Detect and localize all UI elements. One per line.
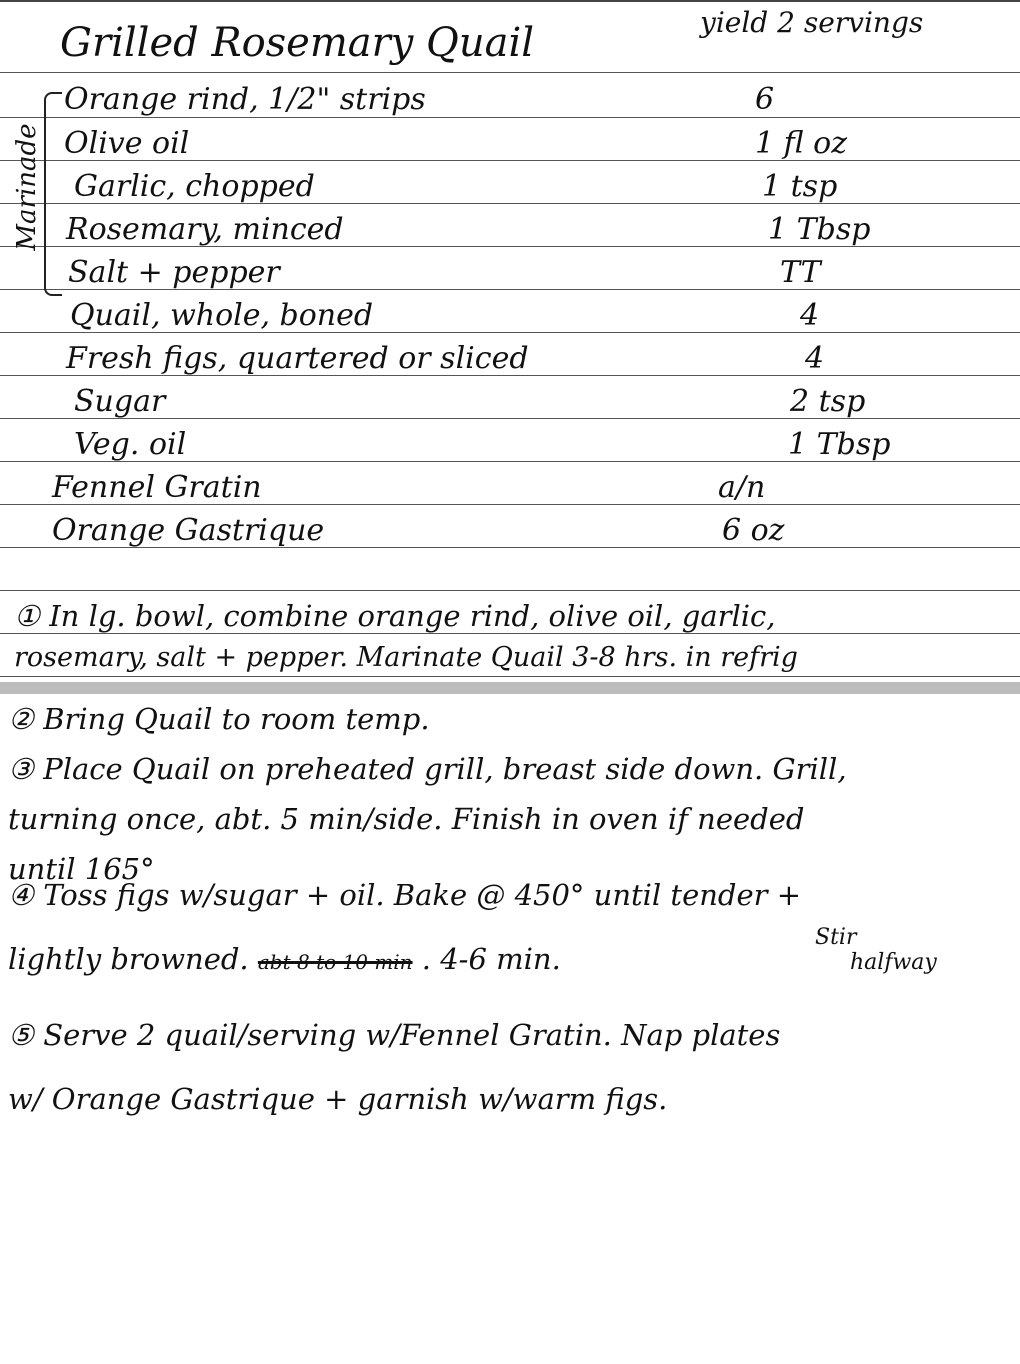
step-2: ② Bring Quail to room temp. bbox=[8, 702, 430, 736]
ruled-line bbox=[0, 633, 1020, 634]
step-5-line-2: w/ Orange Gastrique + garnish w/warm figs. bbox=[8, 1082, 668, 1116]
ingredient-name: Quail, whole, boned bbox=[70, 298, 374, 333]
recipe-yield: yield 2 servings bbox=[700, 6, 924, 39]
step-3-line-3: until 165° bbox=[8, 852, 155, 886]
step-4-text-a: lightly browned. bbox=[8, 942, 249, 976]
ingredient-qty: 1 fl oz bbox=[755, 126, 848, 161]
ingredient-name: Fennel Gratin bbox=[52, 470, 262, 505]
ruled-line bbox=[0, 590, 1020, 591]
ingredient-name: Fresh figs, quartered or sliced bbox=[66, 341, 529, 376]
ingredient-name: Sugar bbox=[74, 384, 166, 419]
ingredient-name: Olive oil bbox=[64, 126, 190, 161]
ingredient-name: Orange Gastrique bbox=[52, 513, 325, 548]
recipe-title: Grilled Rosemary Quail bbox=[60, 20, 535, 66]
ruled-line bbox=[0, 117, 1020, 118]
step-4-line-1: ④ Toss figs w/sugar + oil. Bake @ 450° until tender + bbox=[8, 878, 802, 912]
ingredient-qty: 2 tsp bbox=[790, 384, 866, 419]
ingredient-qty: TT bbox=[780, 255, 821, 290]
step-3-line-1: ③ Place Quail on preheated grill, breast side down. Grill, bbox=[8, 752, 847, 786]
ingredient-qty: a/n bbox=[718, 470, 766, 505]
step-1-line-2: rosemary, salt + pepper. Marinate Quail 3-8 hrs. in refrig bbox=[14, 642, 798, 673]
ingredient-qty: 6 bbox=[755, 82, 775, 117]
ingredient-qty: 4 bbox=[805, 341, 825, 376]
step-4-struck-text: abt 8 to 10 min bbox=[257, 950, 413, 974]
ingredient-qty: 1 tsp bbox=[762, 169, 838, 204]
ingredient-qty: 6 oz bbox=[722, 513, 785, 548]
marinade-label: Marinade bbox=[12, 123, 42, 251]
ruled-line bbox=[0, 72, 1020, 73]
step-4-halfway-note: halfway bbox=[850, 950, 937, 975]
marinade-bracket bbox=[44, 92, 62, 296]
step-1-line-1: ① In lg. bowl, combine orange rind, olive oil, garlic, bbox=[14, 599, 776, 633]
ingredient-name: Orange rind, 1/2" strips bbox=[64, 82, 426, 117]
ingredient-name: Rosemary, minced bbox=[66, 212, 344, 247]
ingredient-name: Salt + pepper bbox=[68, 255, 280, 290]
step-3-line-2: turning once, abt. 5 min/side. Finish in oven if needed bbox=[8, 802, 805, 836]
ingredient-qty: 1 Tbsp bbox=[788, 427, 891, 462]
ingredient-name: Garlic, chopped bbox=[74, 169, 315, 204]
step-4-text-b: . 4-6 min. bbox=[421, 942, 561, 976]
step-5-line-1: ⑤ Serve 2 quail/serving w/Fennel Gratin. Nap plates bbox=[8, 1018, 781, 1052]
page-divider bbox=[0, 682, 1020, 694]
ruled-line bbox=[0, 676, 1020, 677]
ingredient-qty: 1 Tbsp bbox=[768, 212, 871, 247]
ingredient-name: Veg. oil bbox=[74, 427, 187, 462]
step-4-stir-note: Stir bbox=[815, 925, 857, 950]
step-4-line-2 bbox=[8, 942, 561, 976]
ingredient-qty: 4 bbox=[800, 298, 820, 333]
